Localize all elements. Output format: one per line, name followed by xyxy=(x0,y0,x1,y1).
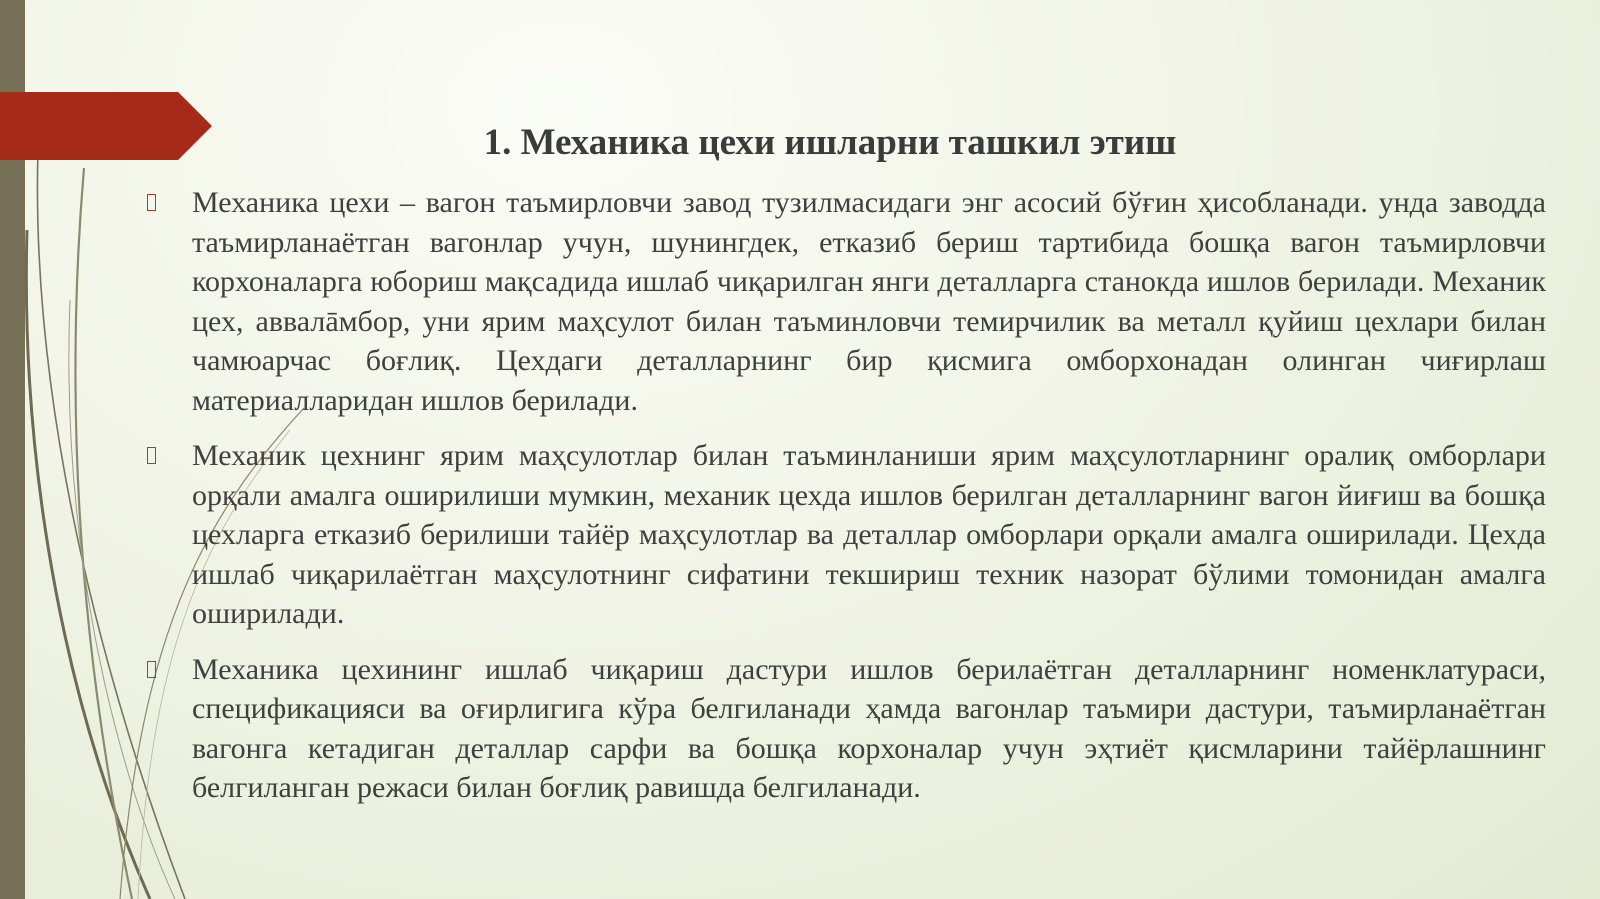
bullet-text: Механик цехнинг ярим маҳсулотлар билан таъминланиши ярим маҳсулотларнинг оралиқ омборлари орқали амалга оширилиши мумкин, механик цехда ишлов берилган деталларнинг вагон йиғиш ва бошқа цехларга етказиб берилиши тайёр маҳсулотлар ва деталлар омборлари орқали амалга оширилади. Цехда ишлаб чиқарилаётган маҳсулотнинг сифатини текшириш техник назорат бўлими томонидан амалга оширилади. xyxy=(192,439,1546,630)
title-banner xyxy=(0,92,212,160)
bullet-square-icon xyxy=(147,194,156,211)
list-item xyxy=(146,183,1546,420)
bullet-text: Механика цехи – вагон таъмирловчи завод тузилмасидаги энг асосий бўғин ҳисобланади. унда заводда таъмирланаётган вагонлар учун, шунингдек, етказиб бериш тартибида бошқа вагон таъмирловчи корхоналарга юбориш мақсадида ишлаб чиқарилган янги деталларга станокда ишлов берилади. Механик цех, аввалāмбор, уни ярим маҳсулот билан таъминловчи темирчилик ва металл қуйиш цехлари билан чамюарчас боғлиқ. Цехдаги деталларнинг бир қисмига омборхонадан олинган чиғирлаш материалларидан ишлов берилади. xyxy=(192,186,1546,417)
bullet-text: Механика цехининг ишлаб чиқариш дастури ишлов берилаётган деталларнинг номенклатураси, спецификацияси ва оғирлигига кўра белгиланади ҳамда вагонлар таъмири дастури, таъмирланаётган вагонга кетадиган деталлар сарфи ва бошқа корхоналар учун эҳтиёт қисмларини тайёрлашнинг белгиланган режаси билан боғлиқ равишда белгиланади. xyxy=(192,652,1546,804)
list-item xyxy=(146,436,1546,634)
bullet-square-icon xyxy=(147,447,156,464)
slide-title: 1. Механика цехи ишларни ташкил этиш xyxy=(483,122,1177,163)
bullet-square-icon xyxy=(147,661,156,678)
bullet-list xyxy=(146,183,1546,824)
list-item xyxy=(146,650,1546,808)
